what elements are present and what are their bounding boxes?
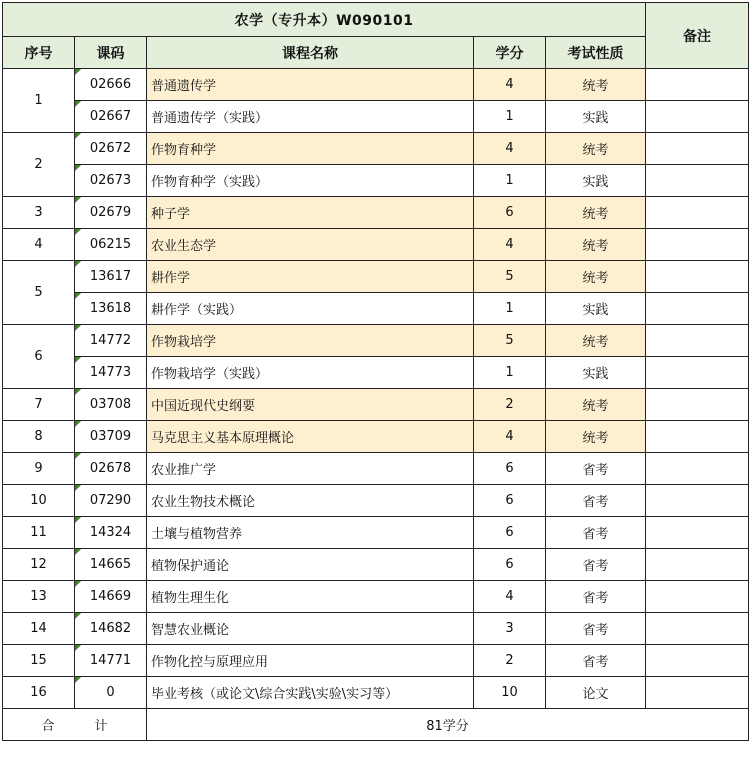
credit-cell: 4 (474, 133, 546, 165)
exam-type-cell: 实践 (546, 293, 646, 325)
course-name-cell: 作物育种学（实践） (147, 165, 474, 197)
exam-type-cell: 统考 (546, 261, 646, 293)
seq-cell: 5 (3, 261, 75, 325)
code-cell: 14682 (75, 613, 147, 645)
remark-cell (646, 485, 749, 517)
course-name-cell: 作物化控与原理应用 (147, 645, 474, 677)
course-name-cell: 农业生物技术概论 (147, 485, 474, 517)
seq-cell: 6 (3, 325, 75, 389)
table-row (3, 677, 749, 709)
course-name-cell: 耕作学 (147, 261, 474, 293)
course-name-cell: 毕业考核（或论文\综合实践\实验\实习等） (147, 677, 474, 709)
credit-cell: 6 (474, 453, 546, 485)
exam-type-cell: 统考 (546, 229, 646, 261)
remark-cell (646, 581, 749, 613)
credit-cell: 5 (474, 325, 546, 357)
credit-header: 学分 (474, 37, 546, 69)
exam-type-cell: 统考 (546, 69, 646, 101)
code-cell: 14772 (75, 325, 147, 357)
credit-cell: 2 (474, 645, 546, 677)
exam-type-cell: 实践 (546, 165, 646, 197)
code-cell: 14669 (75, 581, 147, 613)
course-name-cell: 普通遗传学（实践） (147, 101, 474, 133)
seq-cell: 9 (3, 453, 75, 485)
table-row (3, 101, 749, 133)
remark-cell (646, 101, 749, 133)
code-cell: 06215 (75, 229, 147, 261)
seq-cell: 1 (3, 69, 75, 133)
table-row (3, 197, 749, 229)
credit-cell: 1 (474, 101, 546, 133)
course-name-cell: 植物保护通论 (147, 549, 474, 581)
seq-header: 序号 (3, 37, 75, 69)
remark-cell (646, 165, 749, 197)
table-row (3, 453, 749, 485)
course-name-cell: 智慧农业概论 (147, 613, 474, 645)
course-name-cell: 作物育种学 (147, 133, 474, 165)
total-credits: 81学分 (147, 709, 749, 741)
seq-cell: 16 (3, 677, 75, 709)
credit-cell: 2 (474, 389, 546, 421)
exam-type-cell: 省考 (546, 645, 646, 677)
seq-cell: 4 (3, 229, 75, 261)
table-row (3, 325, 749, 357)
remark-header: 备注 (646, 3, 749, 69)
credit-cell: 1 (474, 357, 546, 389)
table-row (3, 421, 749, 453)
code-cell: 13617 (75, 261, 147, 293)
exam-type-cell: 统考 (546, 389, 646, 421)
exam-type-cell: 省考 (546, 485, 646, 517)
course-name-cell: 中国近现代史纲要 (147, 389, 474, 421)
credit-cell: 1 (474, 165, 546, 197)
exam-type-cell: 论文 (546, 677, 646, 709)
course-name-cell: 种子学 (147, 197, 474, 229)
course-name-cell: 农业推广学 (147, 453, 474, 485)
course-name-cell: 作物栽培学（实践） (147, 357, 474, 389)
code-cell: 14773 (75, 357, 147, 389)
credit-cell: 4 (474, 421, 546, 453)
seq-cell: 14 (3, 613, 75, 645)
remark-cell (646, 389, 749, 421)
credit-cell: 6 (474, 517, 546, 549)
exam-type-cell: 省考 (546, 517, 646, 549)
course-name-cell: 土壤与植物营养 (147, 517, 474, 549)
course-name-cell: 作物栽培学 (147, 325, 474, 357)
seq-cell: 12 (3, 549, 75, 581)
remark-cell (646, 645, 749, 677)
table-row (3, 485, 749, 517)
remark-cell (646, 325, 749, 357)
course-name-cell: 普通遗传学 (147, 69, 474, 101)
total-label-left: 合 (41, 719, 55, 734)
exam-type-cell: 统考 (546, 197, 646, 229)
seq-cell: 2 (3, 133, 75, 197)
remark-cell (646, 357, 749, 389)
credit-cell: 3 (474, 613, 546, 645)
exam-type-cell: 省考 (546, 613, 646, 645)
seq-cell: 3 (3, 197, 75, 229)
credit-cell: 4 (474, 69, 546, 101)
table-row (3, 293, 749, 325)
remark-cell (646, 613, 749, 645)
total-row (3, 709, 749, 741)
code-cell: 13618 (75, 293, 147, 325)
code-cell: 03708 (75, 389, 147, 421)
code-cell: 02672 (75, 133, 147, 165)
table-row (3, 69, 749, 101)
exam-type-header: 考试性质 (546, 37, 646, 69)
code-cell: 02667 (75, 101, 147, 133)
code-cell: 03709 (75, 421, 147, 453)
name-header: 课程名称 (147, 37, 474, 69)
credit-cell: 4 (474, 229, 546, 261)
remark-cell (646, 229, 749, 261)
exam-type-cell: 统考 (546, 325, 646, 357)
credit-cell: 6 (474, 485, 546, 517)
code-header: 课码 (75, 37, 147, 69)
exam-type-cell: 省考 (546, 549, 646, 581)
course-table (2, 2, 749, 741)
table-row (3, 581, 749, 613)
remark-cell (646, 261, 749, 293)
remark-cell (646, 453, 749, 485)
table-row (3, 133, 749, 165)
table-row (3, 389, 749, 421)
table-row (3, 229, 749, 261)
seq-cell: 13 (3, 581, 75, 613)
table-row (3, 549, 749, 581)
remark-cell (646, 293, 749, 325)
exam-type-cell: 统考 (546, 421, 646, 453)
seq-cell: 7 (3, 389, 75, 421)
credit-cell: 5 (474, 261, 546, 293)
credit-cell: 6 (474, 197, 546, 229)
credit-cell: 6 (474, 549, 546, 581)
course-name-cell: 马克思主义基本原理概论 (147, 421, 474, 453)
exam-type-cell: 省考 (546, 453, 646, 485)
code-cell: 02679 (75, 197, 147, 229)
table-row (3, 517, 749, 549)
credit-cell: 1 (474, 293, 546, 325)
code-cell: 02678 (75, 453, 147, 485)
remark-cell (646, 549, 749, 581)
exam-type-cell: 实践 (546, 101, 646, 133)
seq-cell: 11 (3, 517, 75, 549)
exam-type-cell: 实践 (546, 357, 646, 389)
table-row (3, 261, 749, 293)
code-cell: 14771 (75, 645, 147, 677)
seq-cell: 15 (3, 645, 75, 677)
remark-cell (646, 517, 749, 549)
code-cell: 14665 (75, 549, 147, 581)
table-row (3, 165, 749, 197)
total-label-right: 计 (94, 719, 108, 734)
header-row (3, 37, 749, 69)
exam-type-cell: 省考 (546, 581, 646, 613)
course-name-cell: 植物生理生化 (147, 581, 474, 613)
remark-cell (646, 197, 749, 229)
course-name-cell: 农业生态学 (147, 229, 474, 261)
seq-cell: 8 (3, 421, 75, 453)
exam-type-cell: 统考 (546, 133, 646, 165)
remark-cell (646, 133, 749, 165)
code-cell: 14324 (75, 517, 147, 549)
remark-cell (646, 421, 749, 453)
code-cell: 0 (75, 677, 147, 709)
credit-cell: 10 (474, 677, 546, 709)
remark-cell (646, 69, 749, 101)
seq-cell: 10 (3, 485, 75, 517)
table-row (3, 645, 749, 677)
course-name-cell: 耕作学（实践） (147, 293, 474, 325)
remark-cell (646, 677, 749, 709)
total-label (3, 709, 147, 741)
credit-cell: 4 (474, 581, 546, 613)
code-cell: 02673 (75, 165, 147, 197)
table-row (3, 357, 749, 389)
table-row (3, 613, 749, 645)
code-cell: 02666 (75, 69, 147, 101)
code-cell: 07290 (75, 485, 147, 517)
program-title: 农学（专升本）W090101 (3, 3, 646, 37)
title-row (3, 3, 749, 37)
